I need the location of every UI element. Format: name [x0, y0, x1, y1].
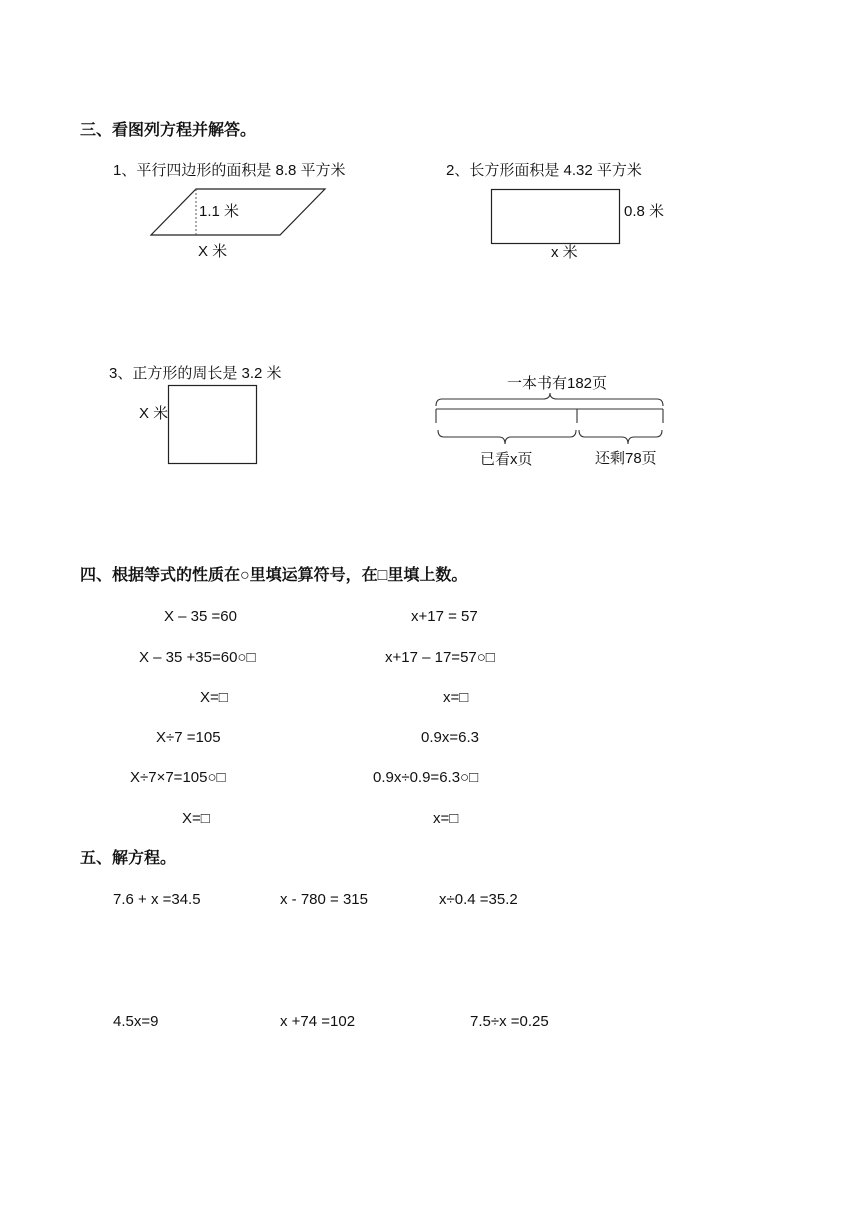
parallelogram-figure [150, 188, 330, 238]
parallelogram-height-label: 1.1 米 [199, 203, 240, 220]
equation-right-4: 0.9x=6.3 [421, 729, 479, 746]
equation-right-3: x=□ [443, 689, 469, 706]
solve-equation-1: 7.6 + x =34.5 [113, 891, 201, 908]
rectangle-base-label: x 米 [551, 244, 578, 261]
rectangle-figure [491, 189, 621, 245]
equation-left-3: X=□ [200, 689, 228, 706]
solve-equation-6: 7.5÷x =0.25 [470, 1013, 549, 1030]
equation-left-5: X÷7×7=105○□ [130, 769, 226, 786]
problem-3-caption: 3、正方形的周长是 3.2 米 [109, 365, 282, 382]
section-5-heading: 五、解方程。 [80, 850, 177, 867]
parallelogram-base-label: X 米 [198, 243, 228, 260]
square-side-label: X 米 [139, 405, 169, 422]
book-remaining-label: 还剩78页 [595, 450, 657, 467]
square-figure [168, 385, 258, 465]
solve-equation-3: x÷0.4 =35.2 [439, 891, 518, 908]
book-brace-diagram [432, 392, 668, 452]
equation-right-6: x=□ [433, 810, 459, 827]
book-read-label: 已看x页 [480, 451, 533, 468]
rectangle-side-label: 0.8 米 [624, 203, 665, 220]
equation-left-4: X÷7 =105 [156, 729, 221, 746]
solve-equation-2: x - 780 = 315 [280, 891, 368, 908]
problem-1-caption: 1、平行四边形的面积是 8.8 平方米 [113, 162, 346, 179]
equation-right-1: x+17 = 57 [411, 608, 478, 625]
book-total-label: 一本书有182页 [507, 375, 608, 392]
problem-2-caption: 2、长方形面积是 4.32 平方米 [446, 162, 642, 179]
equation-left-6: X=□ [182, 810, 210, 827]
equation-left-2: X – 35 +35=60○□ [139, 649, 256, 666]
section-4-heading: 四、根据等式的性质在○里填运算符号，在□里填上数。 [80, 567, 468, 584]
solve-equation-4: 4.5x=9 [113, 1013, 159, 1030]
section-3-heading: 三、看图列方程并解答。 [80, 122, 257, 139]
equation-left-1: X – 35 =60 [164, 608, 237, 625]
solve-equation-5: x +74 =102 [280, 1013, 356, 1030]
equation-right-5: 0.9x÷0.9=6.3○□ [373, 769, 479, 786]
equation-right-2: x+17 – 17=57○□ [385, 649, 495, 666]
